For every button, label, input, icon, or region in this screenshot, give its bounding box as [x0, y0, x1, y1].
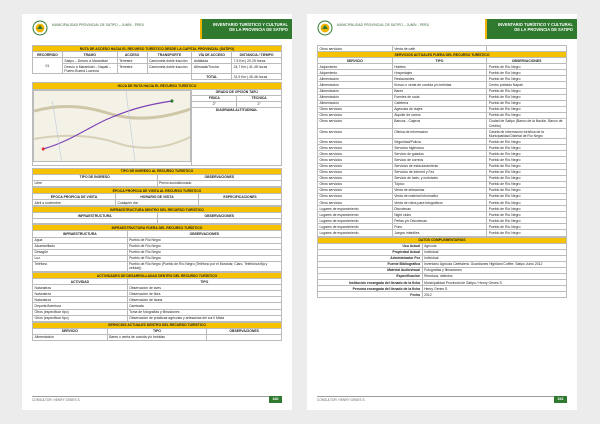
infra-value: Agua [33, 237, 128, 243]
route-total-label: TOTAL [192, 74, 232, 80]
servicio-tipo: Tópico [392, 181, 487, 187]
servicio-value: Otros servicios [318, 139, 393, 145]
dato-value: Residuos, distintos [422, 273, 566, 279]
servicio-value: Otros servicios [318, 151, 393, 157]
servicio-obs: Pueblo de Río Negro [487, 206, 567, 212]
page-number: 341 [554, 396, 567, 403]
ingreso-col-tipo: TIPO DE INGRESO [33, 174, 158, 180]
servicios-col-tipo: TIPO [107, 328, 207, 334]
header-title-line1: INVENTARIO TURÍSTICO Y CULTURAL [213, 22, 288, 27]
servicio-value: Otros servicios [318, 118, 393, 128]
table-row [318, 292, 567, 298]
route-via: Asfaltada [192, 58, 232, 64]
grado-tecnica-value: 2° [237, 101, 282, 107]
servicio-value: Alimentación [318, 82, 393, 88]
servicio-tipo: Cafetería [392, 100, 487, 106]
servicio-obs: Pueblo de Río Negro [487, 218, 567, 224]
actividades-table [32, 272, 282, 322]
servicio-tipo: Restaurantes [392, 76, 487, 82]
servicio-value: Otros servicios [318, 145, 393, 151]
servicio-value: Otros servicios [318, 106, 393, 112]
infra-obs: Pueblo de Río Negro (Pueblo de Río Negro (Teléfono por el Movistar, Claro, Telefónica fija y celular)) [127, 261, 281, 271]
diagram-label: DIAGRAMA ALTITUDINAL [194, 108, 280, 112]
servicio-obs: Pueblo de Río Negro [487, 224, 567, 230]
ingreso-table [32, 168, 282, 187]
dato-label: Propiedad Actual [318, 249, 423, 255]
servicio-obs: Pueblo de Río Negro [487, 151, 567, 157]
actividad-tipo: Observación de prácticas agrícolas y artesanías del sur ll Mista [127, 315, 281, 321]
route-map-graphic [34, 91, 190, 162]
servicio-value: Alojamiento [318, 70, 393, 76]
servicio-value: Alimentación [33, 334, 108, 340]
infra-obs: Pueblo de Río Negro [127, 255, 281, 261]
servicios-dentro-table [32, 322, 282, 341]
servicio-obs: Centro poblado Napati [487, 82, 567, 88]
route-col-via: VÍA DE ACCESO [192, 52, 232, 58]
servicio-value: Otros servicios [318, 163, 393, 169]
servicio-obs: Pueblo de Río Negro [487, 169, 567, 175]
epoca-espec [199, 200, 282, 206]
route-tramo: Desvío a Marankiari – Napati – Puerto Buena Lucrecia [62, 64, 117, 74]
dato-label: Fecha [318, 292, 423, 298]
infra-fuera-col-infra: INFRAESTRUCTURA [33, 231, 128, 237]
page-header [22, 14, 292, 44]
infra-dentro-col-infra: INFRAESTRUCTURA [33, 213, 158, 219]
infra-value: Alcantarillado [33, 243, 128, 249]
epoca-col-epoca: ÉPOCA PROPICIA DE VISITA [33, 194, 116, 200]
dato-label: Material Audiovisual [318, 267, 423, 273]
servicio-tipo: Servicio de taxis, y mototaxis [392, 175, 487, 181]
servicio-obs: Pueblo de Río Negro [487, 200, 567, 206]
servicio-obs: Caseta de información turística de la Municipalidad Distrital de Río Negro [487, 129, 567, 139]
dato-value: 2012 [422, 292, 566, 298]
grado-tecnica-label: TÉCNICA [237, 95, 282, 101]
municipal-seal-icon [317, 20, 333, 36]
epoca-col-horario: HORARIO DE VISITA [116, 194, 199, 200]
route-via: Afirmada/Trocha [192, 64, 232, 74]
ingreso-tipo: Libre [33, 180, 158, 186]
complementarios-table [317, 237, 567, 299]
servicio-value: Alimentación [318, 100, 393, 106]
epoca-horario: Cualquier día [116, 200, 199, 206]
servicio-tipo: Night clubs [392, 212, 487, 218]
infra-fuera-rows [33, 237, 282, 271]
servicio-value: Lugares de esparcimiento [318, 230, 393, 236]
epoca-table [32, 187, 282, 206]
complementarios-rows [318, 243, 567, 298]
servicio-obs [207, 334, 282, 340]
header-title-bar [202, 19, 292, 39]
page-footer [317, 396, 567, 404]
actividad-tipo: Observación de flora [127, 291, 281, 297]
actividad-value: Naturaleza [33, 297, 128, 303]
servicio-tipo: Bares o venta de comida y/o bebidas [107, 334, 207, 340]
servicio-tipo: Servicios de internet y Fax [392, 169, 487, 175]
dato-label: Fuente Bibliográfica [318, 261, 423, 267]
dato-value: Inventario Agrícola Cafetalera. Guardianes Highland Coffee. Satipo Junio 2012 [422, 261, 566, 267]
route-section-title: RUTA DE ACCESO HACIA EL RECURSO TURÍSTICO DESDE LA CAPITAL PROVINCIAL (SATIPO) [33, 46, 282, 52]
header-title-line2: DE LA PROVINCIA DE SATIPO [229, 27, 288, 33]
servicios-fuera-col-obs: OBSERVACIONES [487, 58, 567, 64]
servicio-obs: Pueblo de Río Negro [487, 100, 567, 106]
servicio-obs: Pueblo de Río Negro [487, 106, 567, 112]
grado-fisica-value: 2° [192, 101, 237, 107]
table-row [318, 230, 567, 236]
route-distancia: 24,7 Km | 41-45 horas [232, 64, 282, 74]
route-table [32, 45, 282, 80]
infra-dentro-value [33, 219, 158, 224]
servicio-obs: Pueblo de Río Negro [487, 175, 567, 181]
infra-fuera-col-obs: OBSERVACIONES [127, 231, 281, 237]
page-right [307, 14, 577, 410]
actividad-value: Deporte/Aventura [33, 303, 128, 309]
route-acceso: Terrestre [117, 64, 147, 74]
servicio-obs: Pueblo de Río Negro [487, 64, 567, 70]
servicio-tipo: Juegos infantiles [392, 230, 487, 236]
route-total-value: 31,9 Km | 45-46 horas [232, 74, 282, 80]
servicio-obs: Pueblo de Río Negro [487, 181, 567, 187]
municipality-name: MUNICIPALIDAD PROVINCIAL DE SATIPO – JUNÍN - PERÚ [337, 23, 429, 27]
dato-value: Individual [422, 249, 566, 255]
servicio-tipo: Discotecas [392, 206, 487, 212]
actividades-col-tipo: TIPO [127, 279, 281, 285]
servicios-col-servicio: SERVICIO [33, 328, 108, 334]
servicio-value: Alimentación [318, 76, 393, 82]
servicio-obs: Pueblo de Río Negro [487, 157, 567, 163]
dato-value: Individual [422, 255, 566, 261]
table-row [318, 129, 567, 139]
infra-dentro-obs [157, 219, 282, 224]
servicio-obs: Pueblo de Río Negro [487, 230, 567, 236]
actividades-col-actividad: ACTIVIDAD [33, 279, 128, 285]
servicio-value: Otros servicios [318, 112, 393, 118]
servicio-tipo: Bares [392, 88, 487, 94]
dato-value: Henry Genes S. [422, 286, 566, 292]
route-recorrido: 01 [33, 58, 63, 74]
servicio-obs: Pueblo de Río Negro [487, 193, 567, 199]
route-col-acceso: ACCESO [117, 52, 147, 58]
servicio-tipo: Venta de rollos para fotográficos [392, 200, 487, 206]
servicio-obs: Pueblo de Río Negro [487, 212, 567, 218]
servicio-obs: Pueblo de Río Negro [487, 88, 567, 94]
servicio-value: Otros servicios [318, 187, 393, 193]
infra-value: Teléfono [33, 261, 128, 271]
servicio-value: Otros servicios [318, 193, 393, 199]
servicio-value: Alojamiento [318, 64, 393, 70]
actividades-rows [33, 285, 282, 321]
actividad-tipo: Observación de fauna [127, 297, 281, 303]
table-row [33, 200, 282, 206]
servicio-tipo: Pubs [392, 224, 487, 230]
epoca-section-title: ÉPOCA PROPICIA DE VISITA AL RECURSO TURÍSTICO [33, 188, 282, 194]
actividad-value: Naturaleza [33, 291, 128, 297]
servicios-col-obs: OBSERVACIONES [207, 328, 282, 334]
servicio-value: Otros servicios [318, 200, 393, 206]
servicio-tipo: Hospedajes [392, 70, 487, 76]
form-sheet-right [317, 45, 567, 298]
infra-obs: Pueblo de Río Negro [127, 237, 281, 243]
table-row [33, 219, 282, 224]
route-distancia: 7,5 Km | 20-25 horas [232, 58, 282, 64]
actividad-tipo: Toma de fotografías y filmaciones [127, 309, 281, 315]
servicio-value: Lugares de esparcimiento [318, 218, 393, 224]
infra-fuera-table [32, 224, 282, 272]
municipality-name: MUNICIPALIDAD PROVINCIAL DE SATIPO – JUNÍN - PERÚ [52, 23, 144, 27]
servicio-obs: Pueblo de Río Negro [487, 163, 567, 169]
actividad-tipo: Observación de aves [127, 285, 281, 291]
infra-dentro-col-obs: OBSERVACIONES [157, 213, 282, 219]
servicio-value: Lugares de esparcimiento [318, 212, 393, 218]
ingreso-col-obs: OBSERVACIONES [157, 174, 282, 180]
servicio-value: Otros servicios [318, 157, 393, 163]
servicio-tipo: Servicios higiénicos [392, 145, 487, 151]
servicio-obs: Pueblo de Río Negro [487, 145, 567, 151]
map-table [32, 82, 282, 165]
servicios-fuera-col-servicio: SERVICIO [318, 58, 393, 64]
servicio-value: Alimentación [318, 94, 393, 100]
servicio-value: Otros servicios [318, 175, 393, 181]
footer-author: CONSULTOR: HENRY GENES S. [317, 398, 366, 402]
map-section-title: HOJA DE RUTA HACIA EL RECURSO TURÍSTICO [33, 83, 282, 89]
servicio-value: Alimentación [318, 88, 393, 94]
epoca-col-espec: ESPECIFICACIONES [199, 194, 282, 200]
municipal-seal-icon [32, 20, 48, 36]
dato-value: Agrícola [422, 243, 566, 249]
servicio-tipo: Hoteles [392, 64, 487, 70]
epoca-value: Abril a noviembre [33, 200, 116, 206]
table-row [33, 334, 282, 340]
route-col-transporte: TRANSPORTE [147, 52, 192, 58]
servicio-tipo: Agencias de viajes [392, 106, 487, 112]
servicio-tipo: Venta de artesanías [392, 187, 487, 193]
servicio-tipo: Oficina de información [392, 129, 487, 139]
servicio-tipo: Servicio de guiados [392, 151, 487, 157]
route-tramo: Satipo – Desvío a Marankiari [62, 58, 117, 64]
table-row [33, 180, 282, 186]
actividad-tipo: Caminata [127, 303, 281, 309]
actividad-value: Otros (especificar tipo) [33, 315, 128, 321]
table-row [33, 64, 282, 74]
route-transporte: Camioneta doble tracción [147, 58, 192, 64]
servicio-tipo: Bancos - Cajeros [392, 118, 487, 128]
infra-value: Desagüe [33, 249, 128, 255]
servicio-value: Otros servicios [318, 129, 393, 139]
ingreso-section-title: TIPO DE INGRESO AL RECURSO TURÍSTICO [33, 168, 282, 174]
servicio-tipo: Venta de café [392, 46, 487, 52]
servicio-tipo: Venta de material informativo [392, 193, 487, 199]
servicios-fuera-table [317, 45, 567, 237]
servicio-value: Otros servicios [318, 46, 393, 52]
route-col-recorrido: RECORRIDO [33, 52, 63, 58]
servicio-obs: Pueblo de Río Negro [487, 112, 567, 118]
actividad-value: Naturaleza [33, 285, 128, 291]
route-map [33, 90, 191, 162]
servicios-fuera-rows [318, 64, 567, 236]
servicio-tipo: Peñas y/o Discotecas [392, 218, 487, 224]
dato-label: Administrador Por [318, 255, 423, 261]
page-left [22, 14, 292, 410]
infra-obs: Pueblo de Río Negro [127, 249, 281, 255]
dato-label: Especificación [318, 273, 423, 279]
actividades-section-title: ACTIVIDADES DE DESARROLLADAS DENTRO DEL RECURSO TURÍSTICO [33, 273, 282, 279]
servicio-tipo: Alquiler de carros [392, 112, 487, 118]
complementarios-section-title: DATOS COMPLEMENTARIOS [318, 237, 567, 243]
servicio-tipo: Servicios de estacionamiento [392, 163, 487, 169]
route-col-tramo: TRAMO [62, 52, 117, 58]
grado-title: GRADO DE OPCIÓN TARJ [192, 89, 282, 95]
servicios-fuera-col-tipo: TIPO [392, 58, 487, 64]
servicio-obs: Pueblo de Río Negro [487, 187, 567, 193]
servicio-obs: Pueblo de Río Negro [487, 70, 567, 76]
infra-dentro-section-title: INFRAESTRUCTURA DENTRO DEL RECURSO TURÍSTICO [33, 207, 282, 213]
servicios-dentro-section-title: SERVICIOS ACTUALES DENTRO DEL RECURSO TURÍSTICO [33, 322, 282, 328]
table-row [33, 315, 282, 321]
servicio-tipo: Seguridad/Policía [392, 139, 487, 145]
dato-label: Institución encargada del llenado de la ficha [318, 280, 423, 286]
route-acceso: Terrestre [117, 58, 147, 64]
actividad-value: Otros (especificar tipo) [33, 309, 128, 315]
header-title-line1: INVENTARIO TURÍSTICO Y CULTURAL [498, 22, 573, 27]
servicio-obs: Pueblo de Río Negro [487, 94, 567, 100]
footer-author: CONSULTOR: HENRY GENES S. [32, 398, 81, 402]
dato-value: Fotografías y filmaciones [422, 267, 566, 273]
infra-dentro-table [32, 206, 282, 224]
dato-label: Persona encargada del llenado de la ficha [318, 286, 423, 292]
infra-value: Luz [33, 255, 128, 261]
dato-value: Municipalidad Provincial de Satipo / Henry Genes S. [422, 280, 566, 286]
route-col-distancia: DISTANCIA / TIEMPO [232, 52, 282, 58]
page-number: 340 [269, 396, 282, 403]
servicio-tipo: Fuentes de soda [392, 94, 487, 100]
servicio-tipo: Servicio de correos [392, 157, 487, 163]
ingreso-obs: Previo acondicionado [157, 180, 282, 186]
header-title-bar [487, 19, 577, 39]
route-transporte: Camioneta doble tracción [147, 64, 192, 74]
servicio-value: Otros servicios [318, 169, 393, 175]
servicio-obs: Ciudad de Satipo (Banco de la Nación, Banco de Crédito) [487, 118, 567, 128]
header-title-line2: DE LA PROVINCIA DE SATIPO [514, 27, 573, 33]
servicio-tipo: Kiosco o venta de comida y/o bebidas [392, 82, 487, 88]
table-row [318, 118, 567, 128]
table-row [33, 261, 282, 271]
infra-obs: Pueblo de Río Negro [127, 243, 281, 249]
servicio-value: Otros servicios [318, 181, 393, 187]
infra-fuera-section-title: INFRAESTRUCTURA FUERA DEL RECURSO TURÍSTICO [33, 225, 282, 231]
servicio-obs: Pueblo de Río Negro [487, 76, 567, 82]
servicio-obs: Pueblo de Río Negro [487, 139, 567, 145]
page-header [307, 14, 577, 44]
page-footer [32, 396, 282, 404]
dato-label: Uso Actual [318, 243, 423, 249]
servicio-value: Lugares de esparcimiento [318, 224, 393, 230]
grado-fisica-label: FÍSICA [192, 95, 237, 101]
servicio-value: Lugares de esparcimiento [318, 206, 393, 212]
form-sheet-left [32, 45, 282, 341]
servicios-fuera-section-title: SERVICIOS ACTUALES FUERA DEL RECURSO TURÍSTICO [318, 52, 567, 58]
